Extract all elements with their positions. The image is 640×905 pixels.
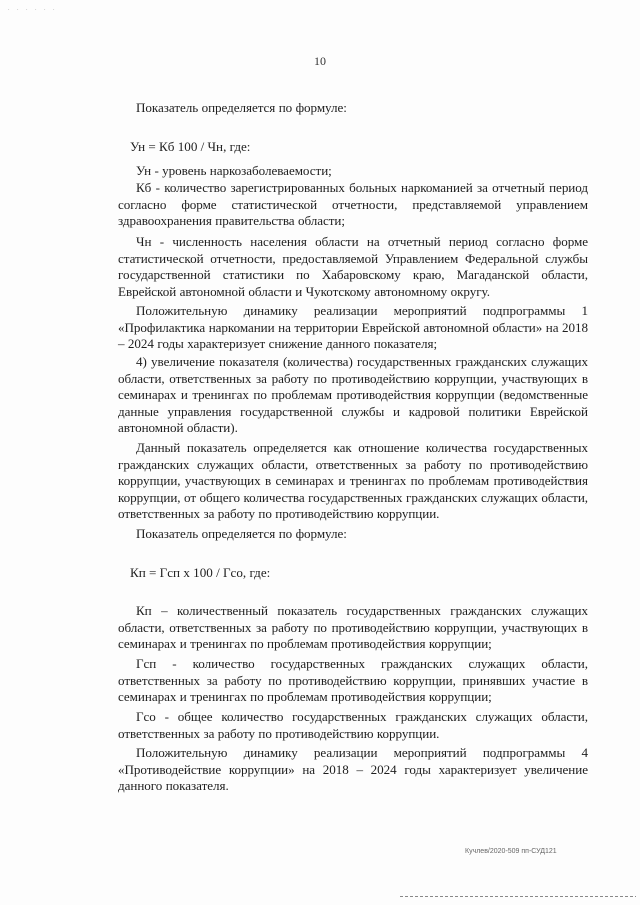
paragraph-kb-definition: Кб - количество зарегистрированных больных наркоманией за отчетный период согласно форме статистической отчетности, представляемой управлением здравоохранения правительства области; bbox=[118, 180, 588, 229]
paragraph-formula-intro-1: Показатель определяется по формуле: bbox=[136, 100, 347, 115]
paragraph-dynamics-4: Положительную динамику реализации мероприятий подпрограммы 4 «Противодействие коррупции» на 2018 – 2024 годы характеризует увеличение данного показателя. bbox=[118, 745, 588, 794]
paragraph-gso-definition: Гсо - общее количество государственных гражданских служащих области, ответственных за работу по противодействию коррупции. bbox=[118, 709, 588, 741]
paragraph-dynamics-1: Положительную динамику реализации мероприятий подпрограммы 1 «Профилактика наркомании на территории Еврейской автономной области» на 2018 – 2024 годы характеризует снижение данного показателя; bbox=[118, 303, 588, 352]
paragraph-gsp-definition: Гсп - количество государственных гражданских служащих области, ответственных за работу по противодействию коррупции, принявших участие в семинарах и тренингах по проблемам противодействия коррупции; bbox=[118, 656, 588, 705]
page-bottom-edge bbox=[400, 896, 636, 897]
paragraph-formula-intro-2: Показатель определяется по формуле: bbox=[136, 526, 347, 541]
paragraph-indicator-definition: Данный показатель определяется как отношение количества государственных гражданских служащих области, ответственных за работу по противодействию коррупции, участвующих в семинарах и тренингах по проблемам противодействия коррупции, от общего количества государственных гражданских служащих области, ответственных за работу по противодействию коррупции. bbox=[118, 440, 588, 522]
paragraph-un-definition: Ун - уровень наркозаболеваемости; bbox=[136, 163, 332, 178]
paragraph-kp-definition: Кп – количественный показатель государственных гражданских служащих области, ответственных за работу по противодействию коррупции, участвующих в семинарах и тренингах по проблемам противодействия коррупции; bbox=[118, 603, 588, 652]
page-number: 10 bbox=[314, 54, 326, 68]
formula-un: Ун = Кб 100 / Чн, где: bbox=[130, 139, 251, 154]
formula-kp: Кп = Гсп х 100 / Гсо, где: bbox=[130, 565, 271, 580]
document-footer-code: Кучлев/2020-509 пп-СУД121 bbox=[465, 848, 557, 855]
paragraph-indicator-4: 4) увеличение показателя (количества) государственных гражданских служащих области, ответственных за работу по противодействию коррупции, участвующих в семинарах и тренингах по проблемам противодействия коррупции (ведомственные данные управления государственной службы и кадровой политики Еврейской автономной области). bbox=[118, 354, 588, 436]
scan-marks: . . . . . . bbox=[8, 6, 58, 12]
paragraph-chn-definition: Чн - численность населения области на отчетный период согласно форме статистической отчетности, предоставляемой Управлением Федеральной службы государственной статистики по Хабаровскому краю, Магаданской области, Еврейской автономной области и Чукотскому автономному округу. bbox=[118, 234, 588, 299]
